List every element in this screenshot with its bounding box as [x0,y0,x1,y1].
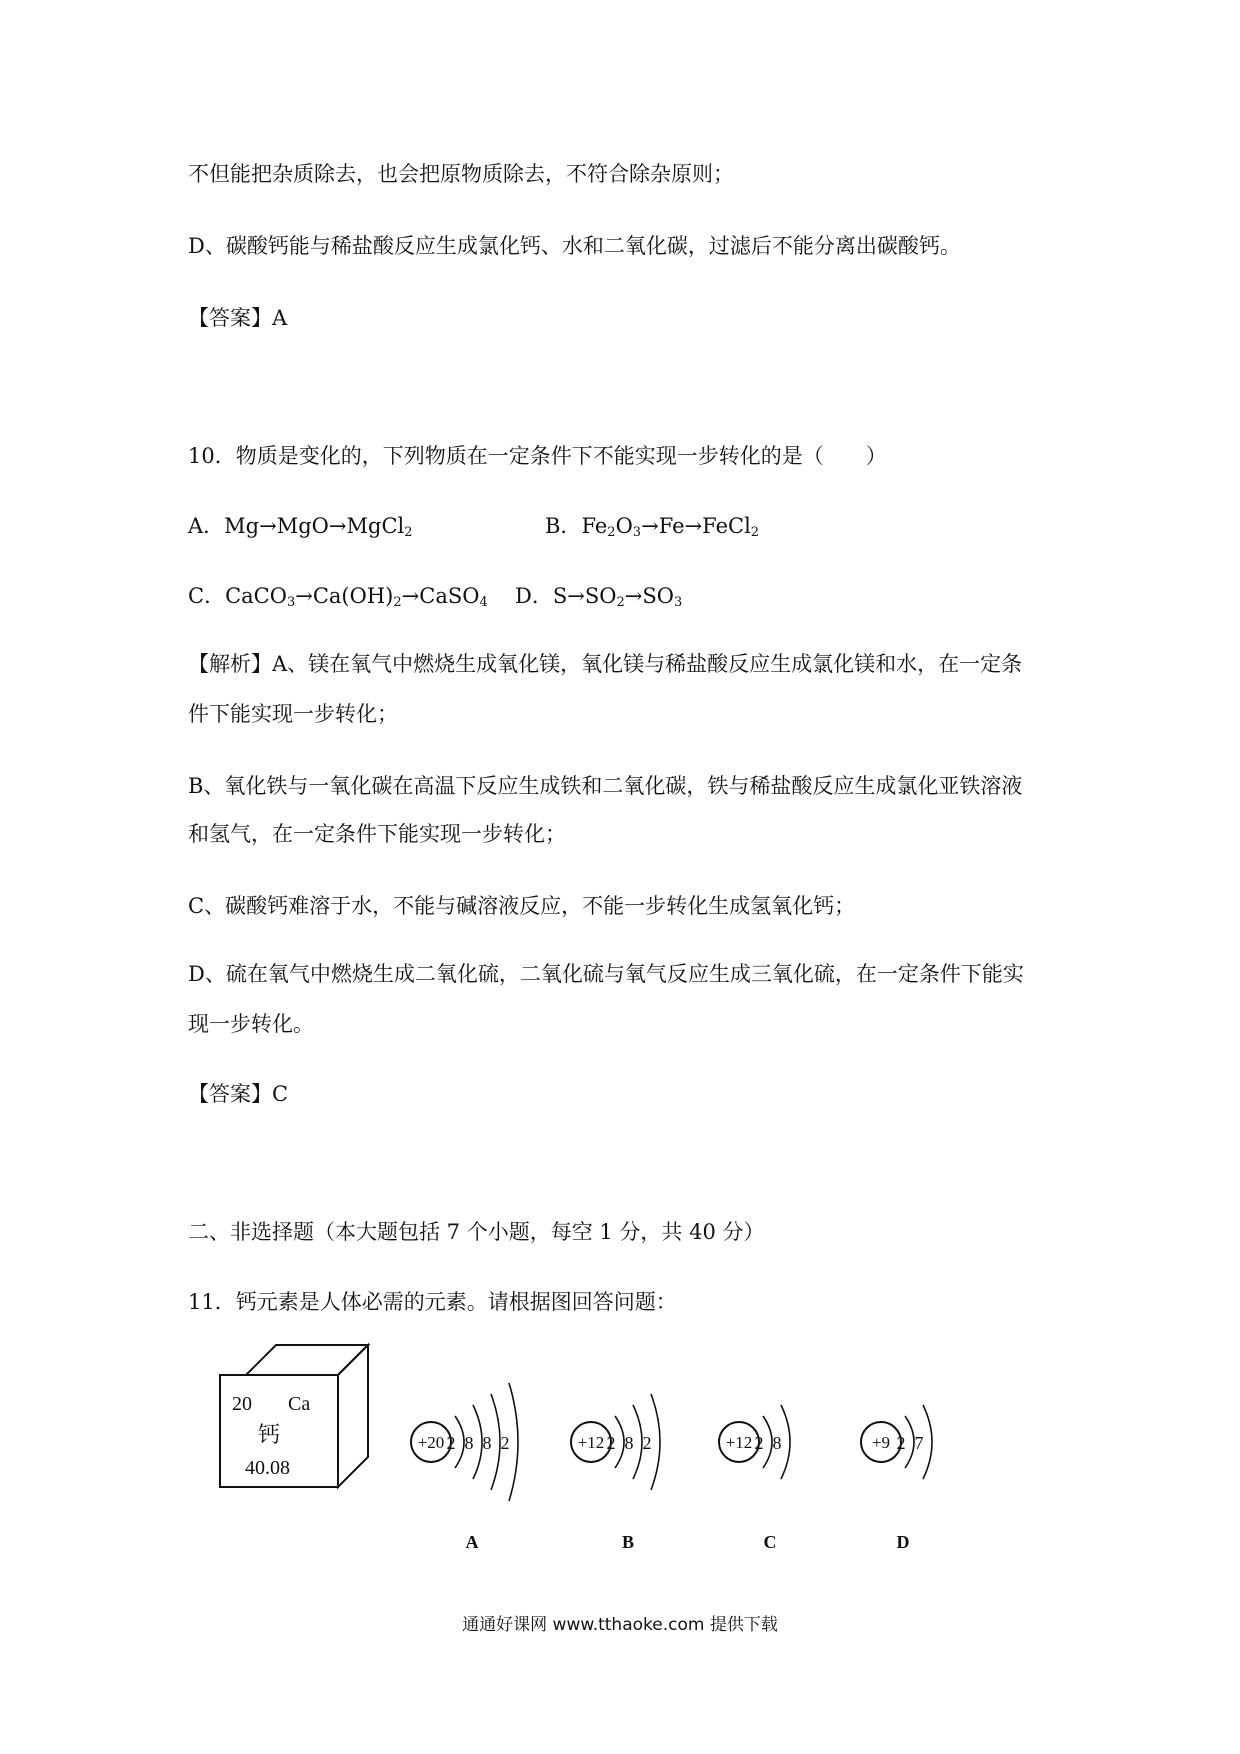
electron-shell-arc [763,1416,772,1468]
element-card [220,1345,368,1487]
analysis-line: 现一步转化。 [188,1012,314,1036]
electron-count: 8 [482,1433,492,1453]
electron-shell-arc [905,1416,914,1468]
electron-count: 7 [914,1433,924,1453]
analysis-line: B、氧化铁与一氧化碳在高温下反应生成铁和二氧化碳，铁与稀盐酸反应生成氯化亚铁溶液 [188,774,1023,798]
electron-shell-arc [781,1405,790,1479]
electron-shell-arc [615,1416,624,1468]
footer-source: 通通好课网 www.tthaoke.com 提供下载 [462,1615,778,1635]
atom-diagram-a [411,1383,518,1552]
atom-diagram-c [719,1405,790,1552]
answer-line: 【答案】A [188,306,288,330]
element-name: 钙 [258,1422,281,1447]
question-11-stem: 11．钙元素是人体必需的元素。请根据图回答问题： [188,1290,677,1314]
element-symbol: Ca [288,1393,311,1415]
diagram-label: C [763,1532,777,1552]
diagram-label: D [896,1532,910,1552]
analysis-line: D、硫在氧气中燃烧生成二氧化硫，二氧化硫与氧气反应生成三氧化硫，在一定条件下能实 [188,962,1024,986]
answer-line: 【答案】C [188,1082,289,1106]
electron-count: 2 [446,1433,456,1453]
analysis-line: D、碳酸钙能与稀盐酸反应生成氯化钙、水和二氧化碳，过滤后不能分离出碳酸钙。 [188,234,961,258]
electron-shell-arc [509,1383,518,1501]
electron-shell-arc [491,1394,500,1490]
nucleus-charge: +12 [577,1433,605,1452]
question-10-stem: 10．物质是变化的，下列物质在一定条件下不能实现一步转化的是（ ） [188,444,887,468]
option-a: A．Mg→MgO→MgCl$_2$ [188,514,413,540]
element-atomic-number: 20 [232,1393,252,1415]
analysis-line: C、碳酸钙难溶于水，不能与碱溶液反应，不能一步转化生成氢氧化钙； [188,894,856,918]
analysis-line: 不但能把杂质除去，也会把原物质除去，不符合除杂原则； [188,162,734,186]
electron-shell-arc [455,1416,464,1468]
electron-shell-arc [923,1405,932,1479]
section-heading: 二、非选择题（本大题包括 7 个小题，每空 1 分，共 40 分） [188,1220,765,1244]
electron-count: 8 [624,1433,634,1453]
option-d: D．$S\to SO_2\to SO_3$ [515,584,683,610]
atom-diagram-b [571,1394,660,1552]
nucleus-charge: +20 [417,1433,445,1452]
electron-count: 2 [500,1433,510,1453]
option-c: C．$CaCO_3\to Ca(OH)_2\to CaSO_4$ [188,584,488,610]
electron-count: 2 [642,1433,652,1453]
analysis-line: 和氢气，在一定条件下能实现一步转化； [188,822,566,846]
electron-count: 8 [464,1433,474,1453]
electron-count: 2 [896,1433,906,1453]
option-b: B．$Fe_2O_3\to Fe\to FeCl_2$ [545,514,760,540]
atom-diagram-d [861,1405,932,1552]
electron-count: 8 [772,1433,782,1453]
element-atomic-mass: 40.08 [245,1457,290,1479]
electron-count: 2 [606,1433,616,1453]
electron-shell-arc [473,1405,482,1479]
nucleus-charge: +9 [871,1433,891,1452]
nucleus-charge: +12 [725,1433,753,1452]
electron-shell-arc [651,1394,660,1490]
atom-structure-figure [210,1320,990,1560]
electron-count: 2 [754,1433,764,1453]
electron-shell-arc [633,1405,642,1479]
diagram-label: B [621,1532,635,1552]
analysis-line: 件下能实现一步转化； [188,702,398,726]
diagram-label: A [465,1532,479,1552]
analysis-line: 【解析】A、镁在氧气中燃烧生成氧化镁，氧化镁与稀盐酸反应生成氯化镁和水，在一定条 [188,652,1023,676]
